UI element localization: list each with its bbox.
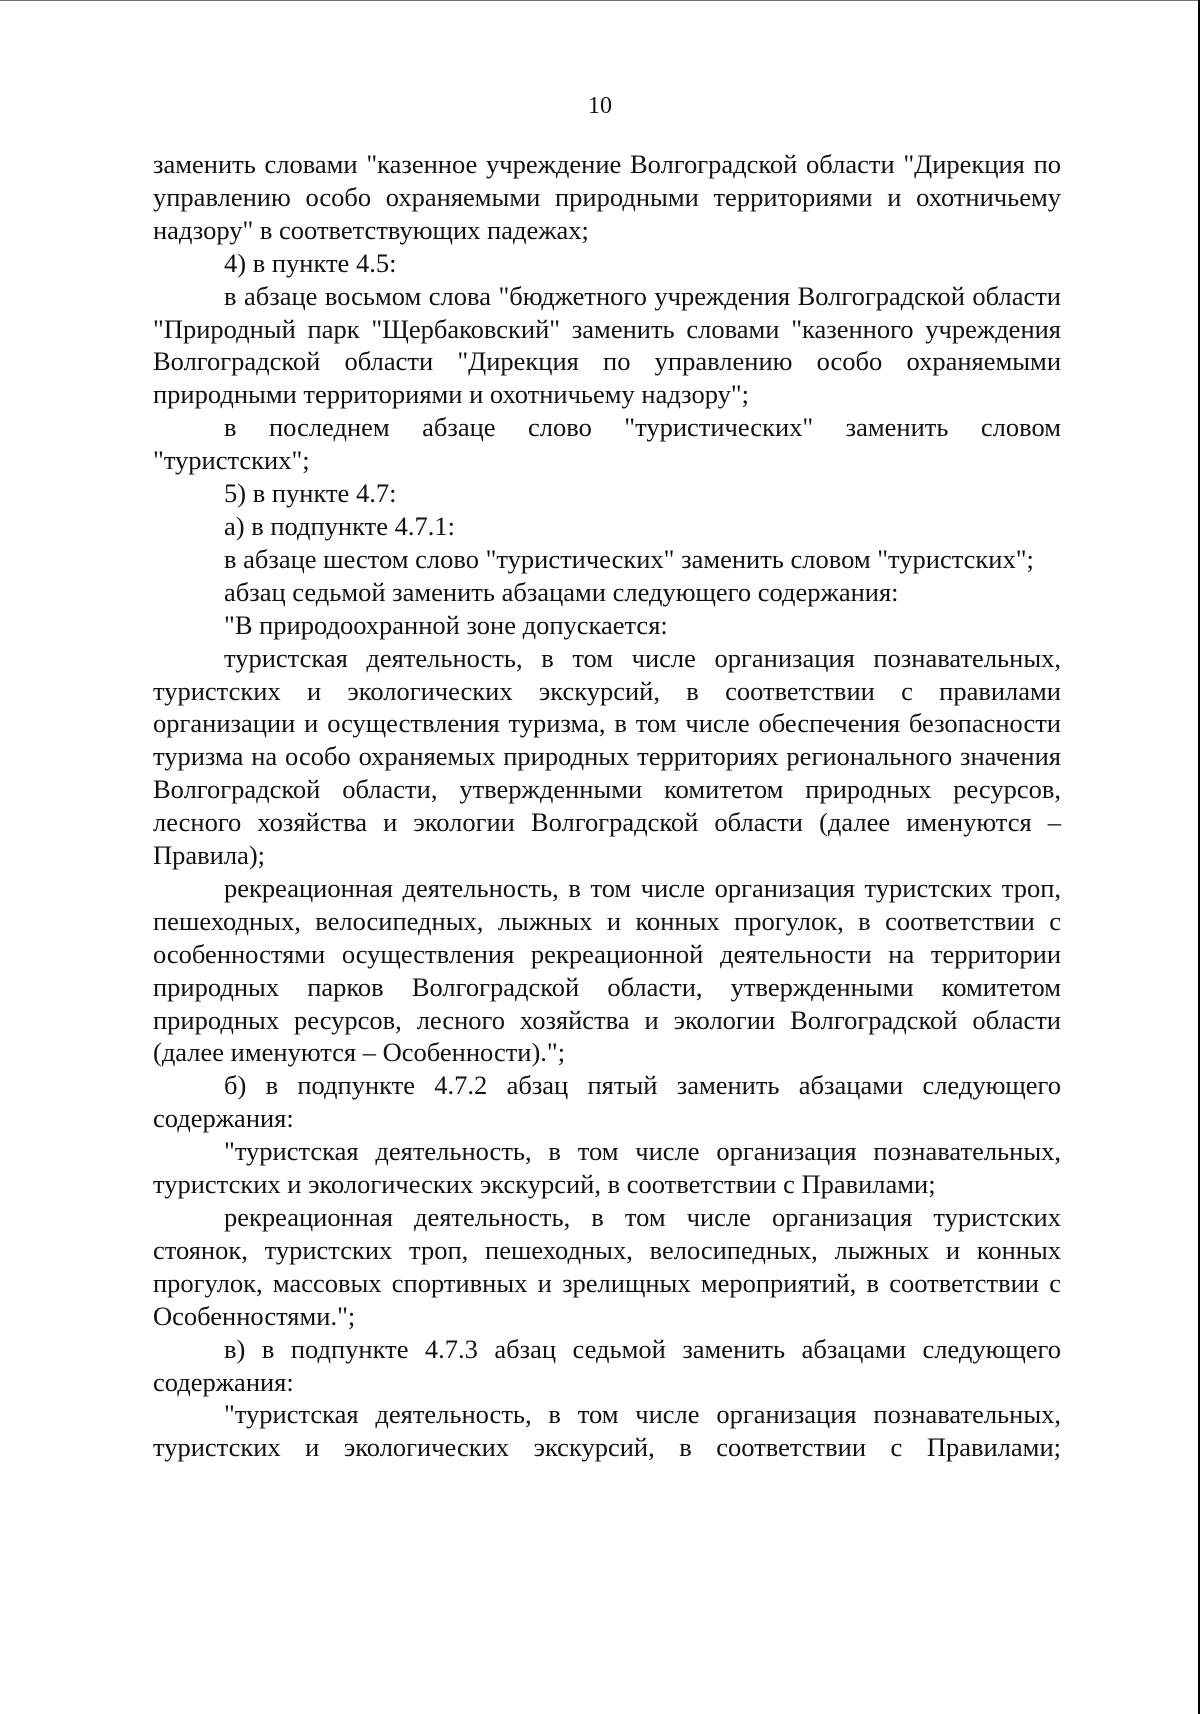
document-paragraph: а) в подпункте 4.7.1:: [224, 510, 455, 541]
document-paragraph: "туристская деятельность, в том числе организация познавательных, туристских и экологических экскурсий, в соответствии с Правилами;: [153, 1399, 1061, 1463]
scan-top-edge: [0, 0, 1200, 1]
document-paragraph: в абзаце восьмом слова "бюджетного учреждения Волгоградской области "Природный парк "Щербаковский" заменить словами "казенного учреждения Волгоградской области "Дирекция по управлению особо охраняемыми природными территориями и охотничьему надзору";: [153, 280, 1061, 410]
document-paragraph: "туристская деятельность, в том числе организация познавательных, туристских и экологических экскурсий, в соответствии с Правилами;: [153, 1136, 1061, 1200]
document-paragraph: в) в подпункте 4.7.3 абзац седьмой заменить абзацами следующего содержания:: [153, 1333, 1061, 1397]
page-number: 10: [588, 93, 612, 119]
document-paragraph: б) в подпункте 4.7.2 абзац пятый заменить абзацами следующего содержания:: [153, 1070, 1061, 1134]
document-paragraph: "В природоохранной зоне допускается:: [224, 609, 668, 640]
document-paragraph: абзац седьмой заменить абзацами следующего содержания:: [224, 576, 899, 607]
document-paragraph: 5) в пункте 4.7:: [224, 478, 397, 509]
document-paragraph: туристская деятельность, в том числе организация познавательных, туристских и экологических экскурсий, в соответствии с правилами организации и осуществления туризма, в том числе обеспечения безопасности туризма на особо охраняемых природных территориях регионального значения Волгоградской области, утвержденными комитетом природных ресурсов, лесного хозяйства и экологии Волгоградской области (далее именуются – Правила);: [153, 642, 1061, 871]
document-paragraph: в абзаце шестом слово "туристических" заменить словом "туристских";: [224, 543, 1034, 574]
document-paragraph: рекреационная деятельность, в том числе организация туристских стоянок, туристских троп, пешеходных, велосипедных, лыжных и конных прогулок, массовых спортивных и зрелищных мероприятий, в соответствии с Особенностями.";: [153, 1202, 1061, 1331]
document-paragraph: рекреационная деятельность, в том числе организация туристских троп, пешеходных, велосипедных, лыжных и конных прогулок, в соответствии с особенностями осуществления рекреационной деятельности на территории природных парков Волгоградской области, утвержденными комитетом природных ресурсов, лесного хозяйства и экологии Волгоградской области (далее именуются – Особенности).";: [153, 872, 1061, 1068]
document-paragraph: заменить словами "казенное учреждение Волгоградской области "Дирекция по управлению особо охраняемыми природными территориями и охотничьему надзору" в соответствующих падежах;: [153, 149, 1061, 245]
document-paragraph: в последнем абзаце слово "туристических" заменить словом "туристских";: [153, 412, 1061, 476]
document-paragraph: 4) в пункте 4.5:: [224, 247, 397, 278]
document-body: [153, 148, 1061, 1464]
